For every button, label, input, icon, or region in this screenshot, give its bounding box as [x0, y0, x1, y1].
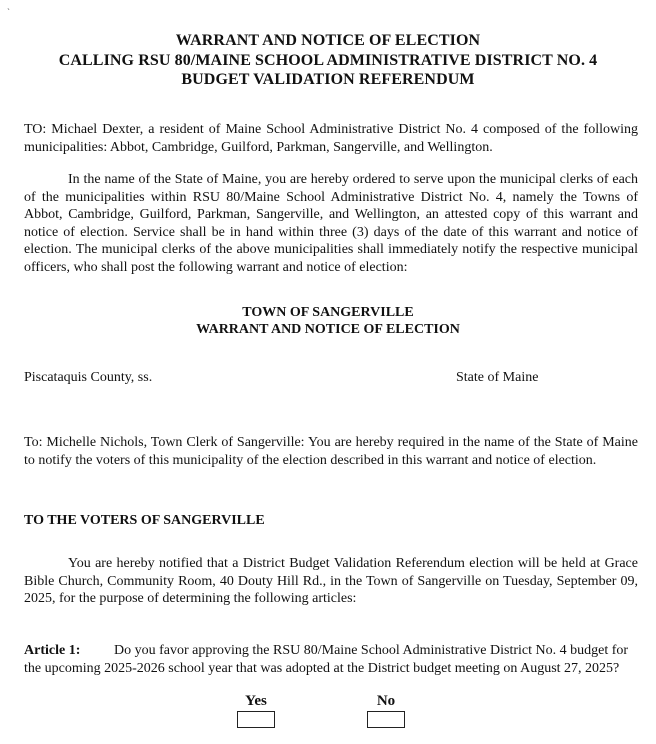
voters-heading: TO THE VOTERS OF SANGERVILLE — [24, 513, 265, 528]
yes-label: Yes — [245, 693, 267, 709]
town-heading — [0, 304, 656, 338]
order-paragraph: In the name of the State of Maine, you are hereby ordered to serve upon the municipal clerks of each of the municipalities within RSU 80/Maine School Administrative District No. 4, namely the Towns of Abbot, Cambridge, Guilford, Parkman, Sangerville, and Wellington, an attested copy of this warrant and notice of election. Service shall be in hand within three (3) days of the date of this warrant and notice of election. The municipal clerks of the above municipalities shall immediately notify the respective municipal officers, who shall post the following warrant and notice of election: — [24, 172, 638, 275]
town-heading-line-2: WARRANT AND NOTICE OF ELECTION — [196, 322, 460, 337]
state-label: State of Maine — [456, 370, 539, 385]
title-line-1: WARRANT AND NOTICE OF ELECTION — [175, 32, 481, 49]
county-label: Piscataquis County, ss. — [24, 370, 153, 385]
yes-option — [236, 693, 276, 728]
article-1 — [24, 642, 638, 677]
to-paragraph: TO: Michael Dexter, a resident of Maine School Administrative District No. 4 composed of the following municipalities: Abbot, Cambridge, Guilford, Parkman, Sangerville, and Wellington. — [24, 122, 638, 155]
town-heading-line-1: TOWN OF SANGERVILLE — [242, 305, 414, 320]
no-option — [366, 693, 406, 728]
title-line-2: CALLING RSU 80/MAINE SCHOOL ADMINISTRATIVE DISTRICT NO. 4 — [58, 51, 598, 69]
corner-mark: ` — [7, 7, 10, 17]
no-checkbox[interactable] — [367, 711, 405, 728]
notice-paragraph: You are hereby notified that a District Budget Validation Referendum election will be held at Grace Bible Church, Community Room, 40 Douty Hill Rd., in the Town of Sangerville on Tuesday, September 09, 2025, for the purpose of determining the following articles: — [24, 556, 638, 606]
no-label: No — [376, 693, 396, 709]
clerk-paragraph: To: Michelle Nichols, Town Clerk of Sangerville: You are hereby required in the name of the State of Maine to notify the voters of this municipality of the election described in this warrant and notice of election. — [24, 435, 638, 468]
article-text: Do you favor approving the RSU 80/Maine School Administrative District No. 4 budget for the upcoming 2025-2026 school year that was adopted at the District budget meeting on August 27, 2025? — [24, 643, 629, 676]
title-line-3: BUDGET VALIDATION REFERENDUM — [181, 71, 475, 88]
yes-checkbox[interactable] — [237, 711, 275, 728]
document-title — [0, 31, 656, 90]
article-label: Article 1: — [24, 643, 81, 658]
